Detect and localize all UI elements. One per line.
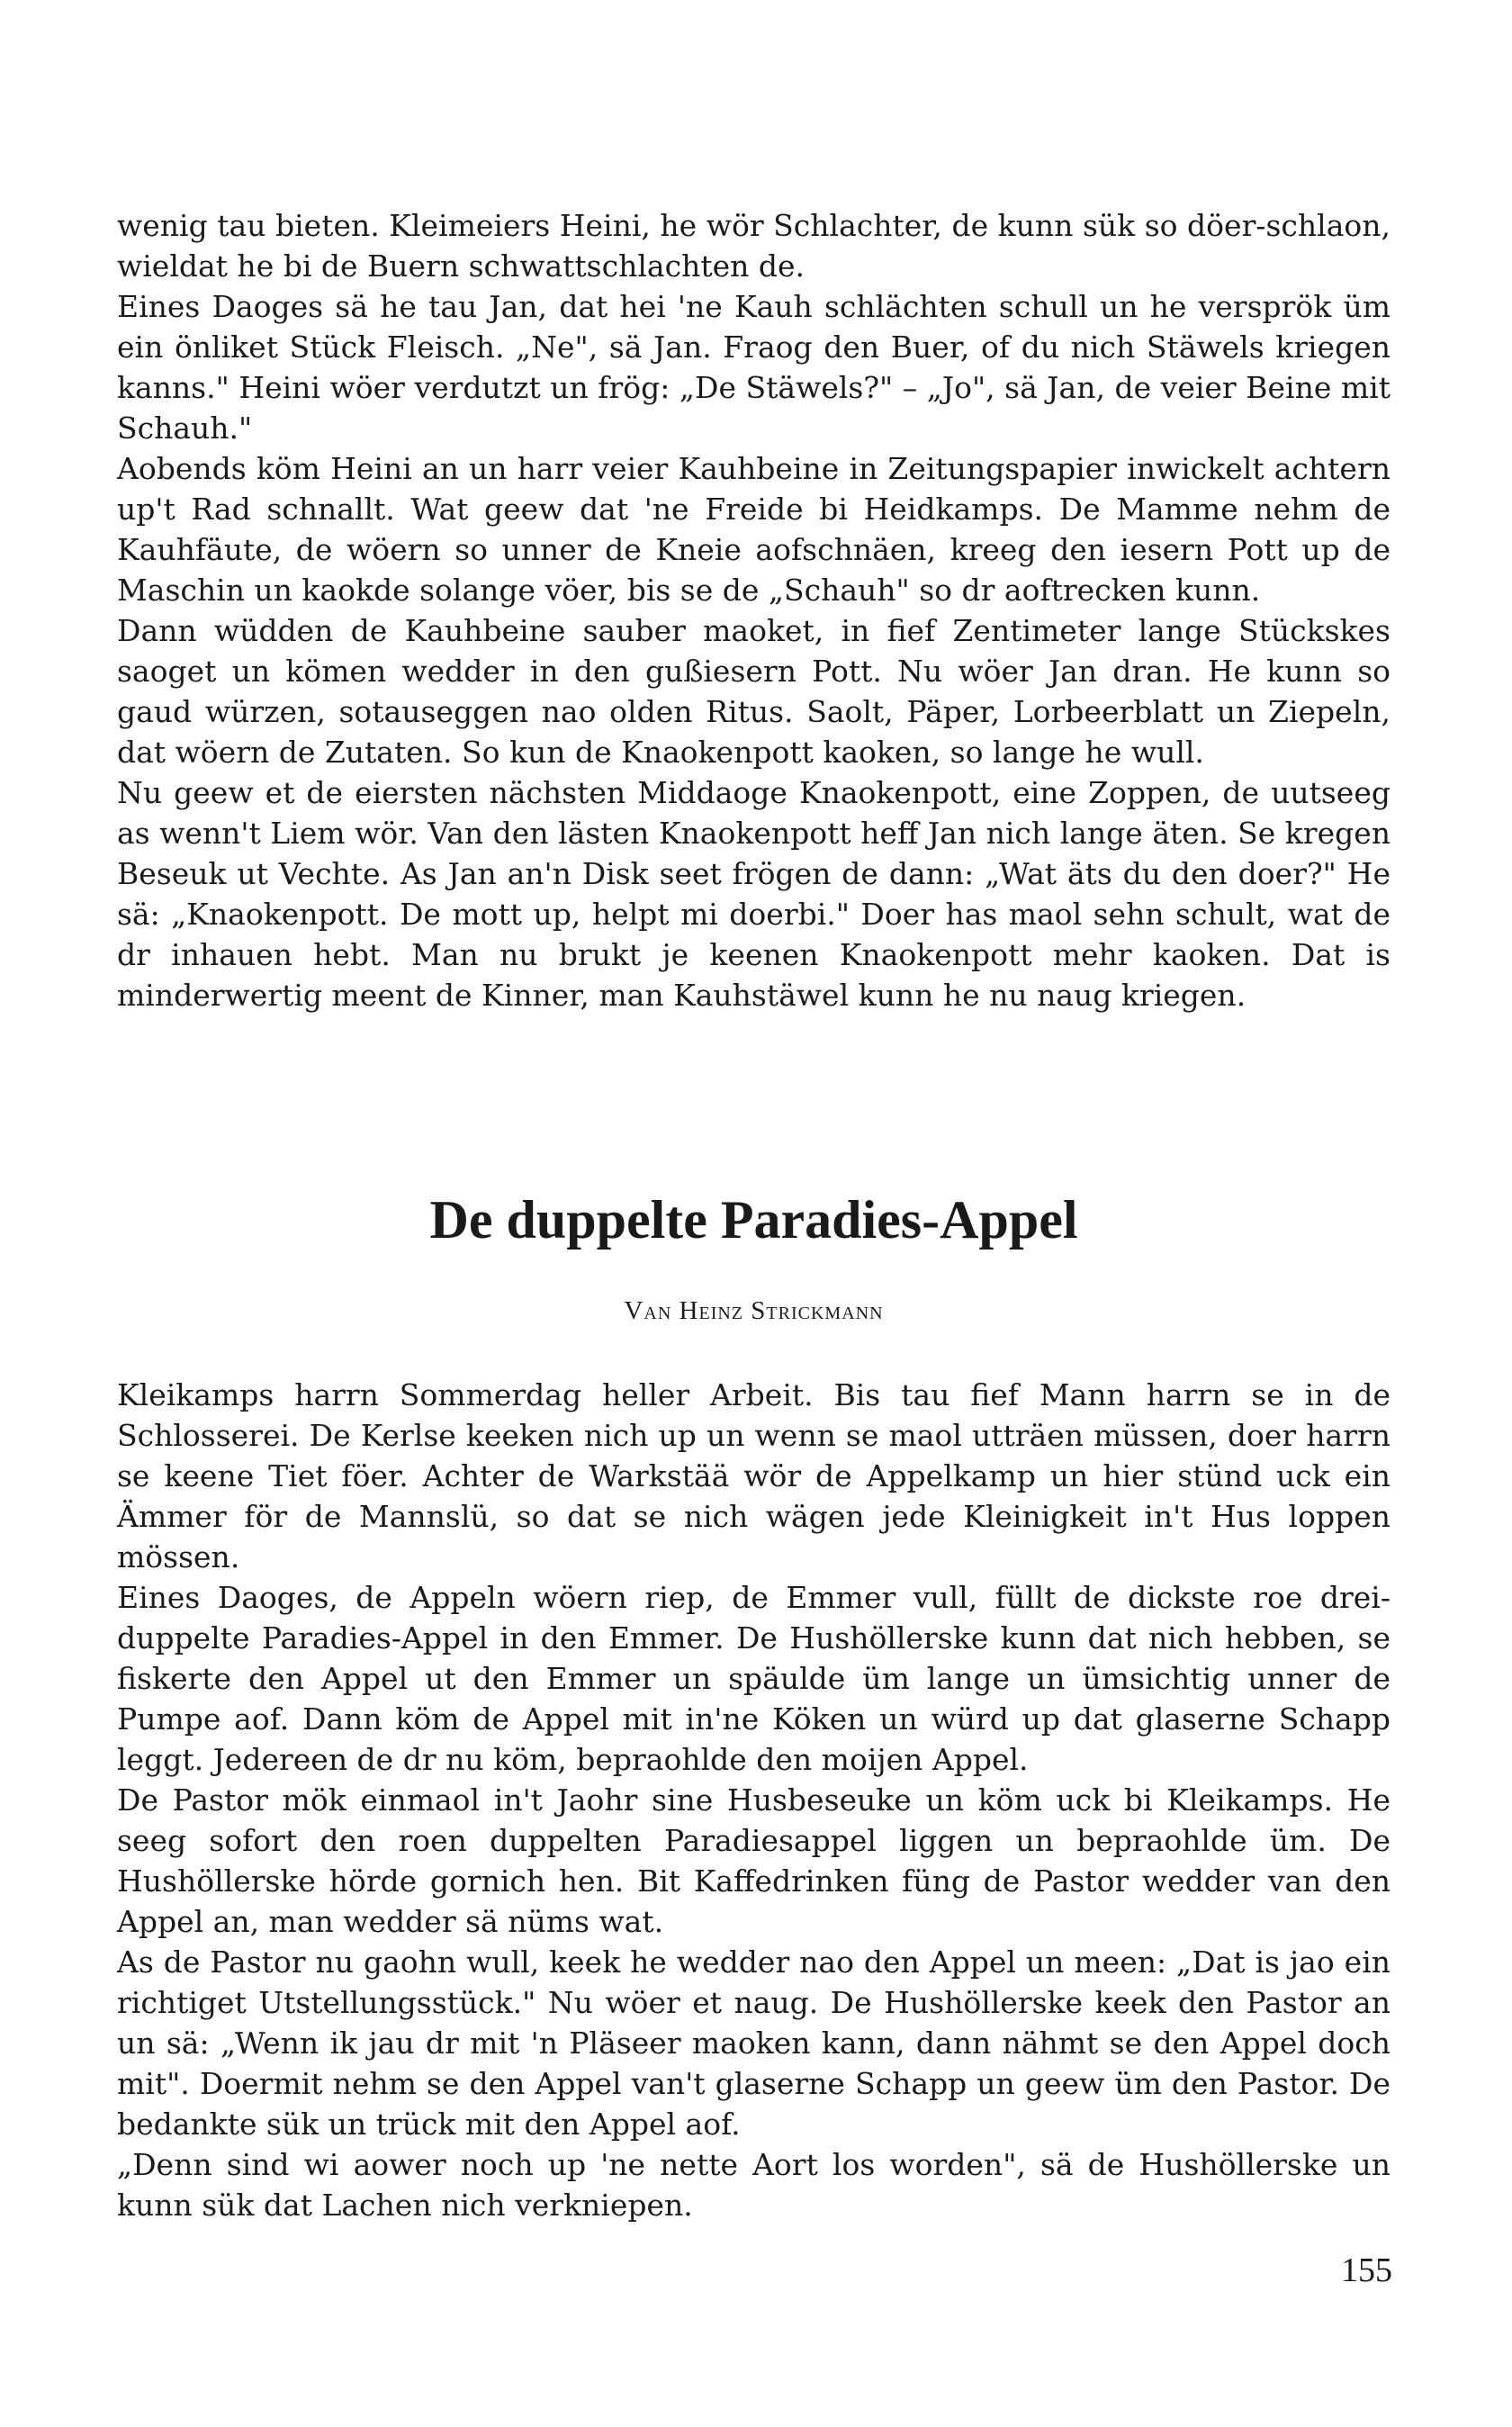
author-byline: Van Heinz Strickmann <box>624 1296 884 1325</box>
paragraph: „Denn sind wi aower noch up 'ne nette Aort los worden", sä de Hushöllerske un kunn sük dat Lachen nich verkniepen. <box>117 2147 1390 2223</box>
paragraph: Eines Daoges, de Appeln wöern riep, de Emmer vull, füllt de dickste roe drei-duppelte Paradies-Appel in den Emmer. De Hushöllerske kunn dat nich hebben, se fiskerte den Appel ut den Emmer un späulde üm lange un ümsichtig unner de Pumpe aof. Dann köm de Appel mit in'ne Köken un würd up dat glaserne Schapp leggt. Jedereen de dr nu köm, bepraohlde den moijen Appel. <box>117 1580 1390 1777</box>
story-continuation <box>117 205 1390 1015</box>
story-title: De duppelte Paradies-Appel <box>429 1190 1078 1250</box>
paragraph: Dann wüdden de Kauhbeine sauber maoket, in fief Zentimeter lange Stückskes saoget un kömen wedder in den gußiesern Pott. Nu wöer Jan dran. He kunn so gaud würzen, sotauseggen nao olden Ritus. Saolt, Päper, Lorbeerblatt un Ziepeln, dat wöern de Zutaten. So kun de Knaokenpott kaoken, so lange he wull. <box>117 613 1390 770</box>
paragraph: Aobends köm Heini an un harr veier Kauhbeine in Zeitungspapier inwickelt achtern up't Rad schnallt. Wat geew dat 'ne Freide bi Heidkamps. De Mamme nehm de Kauhfäute, de wöern so unner de Kneie aofschnäen, kreeg den iesern Pott up de Maschin un kaokde solange vöer, bis se de „Schauh" so dr aoftrecken kunn. <box>117 451 1390 608</box>
paragraph: wenig tau bieten. Kleimeiers Heini, he wör Schlachter, de kunn sük so döer-schlaon, wieldat he bi de Buern schwattschlachten de. <box>117 208 1390 284</box>
paragraph: Nu geew et de eiersten nächsten Middaoge Knaokenpott, eine Zoppen, de uutseeg as wenn't Liem wör. Van den lästen Knaokenpott heff Jan nich lange äten. Se kregen Beseuk ut Vechte. As Jan an'n Disk seet frögen de dann: „Wat äts du den doer?" He sä: „Knaokenpott. De mott up, helpt mi doerbi." Doer has maol sehn schult, wat de dr inhauen hebt. Man nu brukt je keenen Knaokenpott mehr kaoken. Dat is minderwertig meent de Kinner, man Kauhstäwel kunn he nu naug kriegen. <box>117 775 1390 1013</box>
page-number: 155 <box>1341 2251 1392 2289</box>
paragraph: Kleikamps harrn Sommerdag heller Arbeit. Bis tau fief Mann harrn se in de Schlosserei. De Kerlse keeken nich up un wenn se maol utträen müssen, doer harrn se keene Tiet föer. Achter de Warkstää wör de Appelkamp un hier stünd uck ein Ämmer för de Mannslü, so dat se nich wägen jede Kleinigkeit in't Hus loppen mössen. <box>117 1377 1390 1574</box>
paragraph: De Pastor mök einmaol in't Jaohr sine Husbeseuke un köm uck bi Kleikamps. He seeg sofort den roen duppelten Paradiesappel liggen un bepraohlde üm. De Hushöllerske hörde gornich hen. Bit Kaffedrinken füng de Pastor wedder van den Appel an, man wedder sä nüms wat. <box>117 1782 1390 1939</box>
paragraph: Eines Daoges sä he tau Jan, dat hei 'ne Kauh schlächten schull un he versprök üm ein önliket Stück Fleisch. „Ne", sä Jan. Fraog den Buer, of du nich Stäwels kriegen kanns." Heini wöer verdutzt un frög: „De Stäwels?" – „Jo", sä Jan, de veier Beine mit Schauh." <box>117 289 1390 446</box>
paragraph: As de Pastor nu gaohn wull, keek he wedder nao den Appel un meen: „Dat is jao ein richtiget Utstellungsstück." Nu wöer et naug. De Hushöllerske keek den Pastor an un sä: „Wenn ik jau dr mit 'n Pläseer maoken kann, dann nähmt se den Appel doch mit". Doermit nehm se den Appel van't glaserne Schapp un geew üm den Pastor. De bedankte sük un trück mit den Appel aof. <box>117 1944 1390 2142</box>
story-body <box>117 1375 1390 2225</box>
